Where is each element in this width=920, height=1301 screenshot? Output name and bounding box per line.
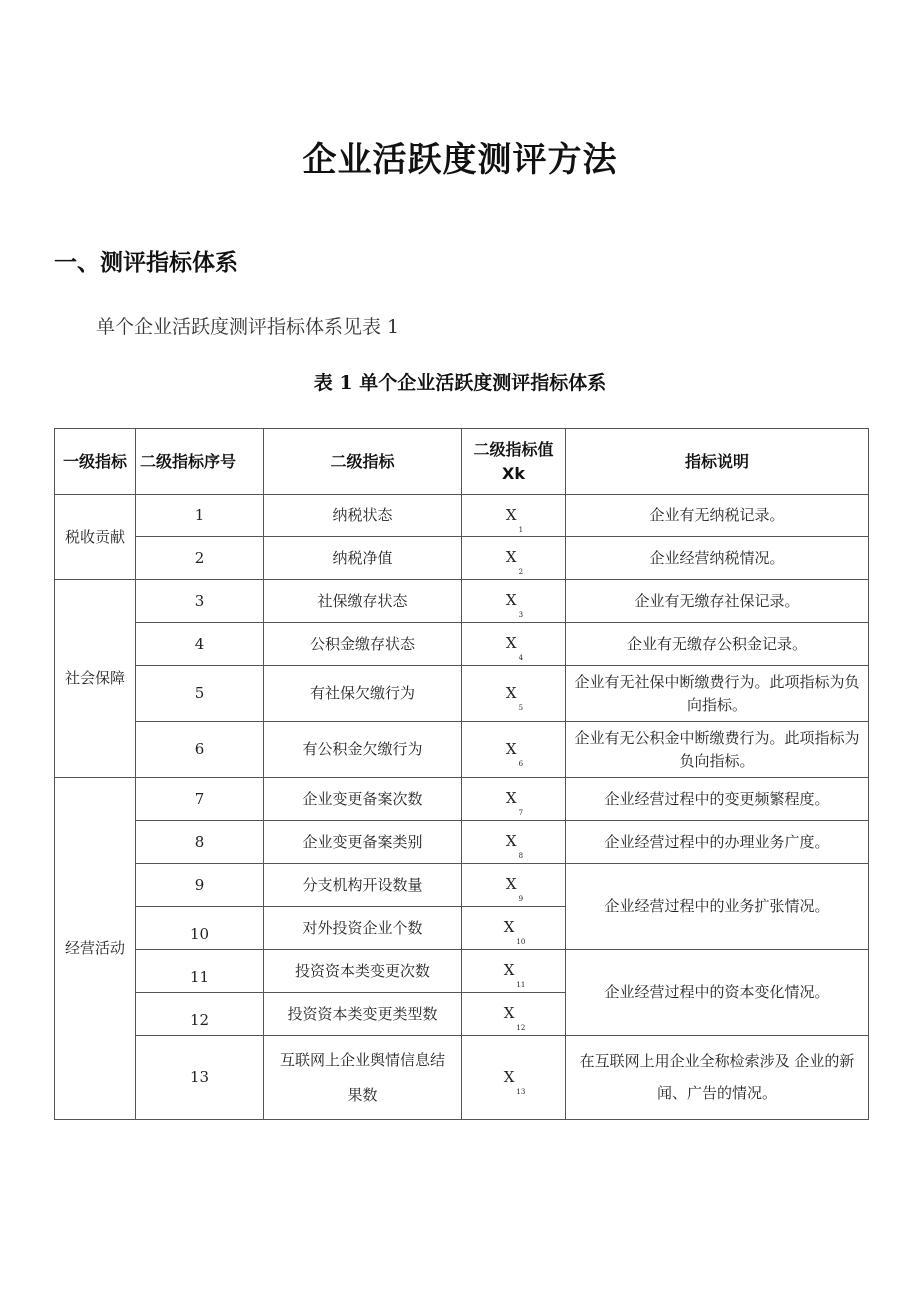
x-subscript: 4 <box>518 654 524 663</box>
level2-indicator: 投资资本类变更次数 <box>264 950 462 993</box>
indicator-value <box>462 722 566 778</box>
x-subscript: 5 <box>518 703 524 712</box>
row-number: 2 <box>136 537 264 580</box>
x-symbol: X <box>505 548 517 567</box>
indicator-value <box>462 821 566 864</box>
level2-indicator: 企业变更备案类别 <box>264 821 462 864</box>
indicator-value <box>462 580 566 623</box>
indicator-description: 在互联网上用企业全称检索涉及 企业的新闻、广告的情况。 <box>566 1036 869 1120</box>
indicator-value <box>462 495 566 537</box>
header-value: 二级指标值 Xk <box>462 429 566 495</box>
level2-indicator: 对外投资企业个数 <box>264 907 462 950</box>
row-number: 9 <box>136 864 264 907</box>
indicator-value <box>462 993 566 1036</box>
indicator-description: 企业有无缴存社保记录。 <box>566 580 869 623</box>
x-symbol: X <box>505 789 517 808</box>
row-number: 11 <box>136 950 264 993</box>
indicator-value <box>462 623 566 666</box>
indicator-description: 企业经营过程中的办理业务广度。 <box>566 821 869 864</box>
row-number: 6 <box>136 722 264 778</box>
header-seq: 二级指标序号 <box>136 429 264 495</box>
level2-indicator: 有社保欠缴行为 <box>264 666 462 722</box>
x-subscript: 2 <box>518 568 524 577</box>
row-number: 1 <box>136 495 264 537</box>
x-subscript: 11 <box>516 981 526 990</box>
x-symbol: X <box>505 739 517 758</box>
row-number: 12 <box>136 993 264 1036</box>
x-subscript: 10 <box>516 938 526 947</box>
document-title: 企业活跃度测评方法 <box>302 140 618 180</box>
indicator-value <box>462 778 566 821</box>
indicator-value <box>462 950 566 993</box>
indicator-value <box>462 907 566 950</box>
x-subscript: 8 <box>518 852 524 861</box>
level1-indicator: 税收贡献 <box>55 495 136 580</box>
x-subscript: 13 <box>516 1087 526 1096</box>
x-subscript: 1 <box>518 525 524 534</box>
table-row <box>55 778 869 821</box>
level2-indicator: 纳税净值 <box>264 537 462 580</box>
x-subscript: 12 <box>516 1024 526 1033</box>
level2-indicator: 公积金缴存状态 <box>264 623 462 666</box>
row-number: 3 <box>136 580 264 623</box>
x-subscript: 7 <box>518 809 524 818</box>
x-symbol: X <box>503 961 515 980</box>
table-row <box>55 580 869 623</box>
header-level1: 一级指标 <box>55 429 136 495</box>
table-row <box>55 821 869 864</box>
x-symbol: X <box>505 505 517 524</box>
row-number: 13 <box>136 1036 264 1120</box>
row-number: 4 <box>136 623 264 666</box>
table-row <box>55 722 869 778</box>
x-symbol: X <box>505 832 517 851</box>
level2-indicator: 分支机构开设数量 <box>264 864 462 907</box>
x-symbol: X <box>505 634 517 653</box>
row-number: 5 <box>136 666 264 722</box>
indicator-description: 企业有无公积金中断缴费行为。此项指标为负向指标。 <box>566 722 869 778</box>
table-row <box>55 537 869 580</box>
header-level2: 二级指标 <box>264 429 462 495</box>
row-number: 10 <box>136 907 264 950</box>
x-subscript: 3 <box>518 611 524 620</box>
table-caption: 表 1 单个企业活跃度测评指标体系 <box>313 372 607 394</box>
header-desc: 指标说明 <box>566 429 869 495</box>
x-subscript: 6 <box>518 759 524 768</box>
level2-indicator: 有公积金欠缴行为 <box>264 722 462 778</box>
indicator-value <box>462 864 566 907</box>
table-row <box>55 864 869 907</box>
indicator-description: 企业经营过程中的变更频繁程度。 <box>566 778 869 821</box>
x-symbol: X <box>503 1004 515 1023</box>
x-symbol: X <box>503 1067 515 1086</box>
x-symbol: X <box>505 683 517 702</box>
x-symbol: X <box>503 918 515 937</box>
level2-indicator: 社保缴存状态 <box>264 580 462 623</box>
table-header-row <box>55 429 869 495</box>
x-subscript: 9 <box>518 895 524 904</box>
level2-indicator: 企业变更备案次数 <box>264 778 462 821</box>
level2-indicator: 互联网上企业舆情信息结果数 <box>264 1036 462 1120</box>
intro-paragraph: 单个企业活跃度测评指标体系见表 1 <box>96 316 400 338</box>
level1-indicator: 经营活动 <box>55 778 136 1120</box>
indicator-description: 企业有无纳税记录。 <box>566 495 869 537</box>
indicator-description: 企业经营过程中的资本变化情况。 <box>566 950 869 1036</box>
level2-indicator: 投资资本类变更类型数 <box>264 993 462 1036</box>
row-number: 7 <box>136 778 264 821</box>
x-symbol: X <box>505 875 517 894</box>
table-row <box>55 623 869 666</box>
table-row <box>55 950 869 993</box>
level2-indicator: 纳税状态 <box>264 495 462 537</box>
indicator-value <box>462 1036 566 1120</box>
indicator-value <box>462 537 566 580</box>
indicator-description: 企业经营过程中的业务扩张情况。 <box>566 864 869 950</box>
indicator-description: 企业有无社保中断缴费行为。此项指标为负向指标。 <box>566 666 869 722</box>
level1-indicator: 社会保障 <box>55 580 136 778</box>
section-heading: 一、测评指标体系 <box>54 250 238 276</box>
indicator-description: 企业有无缴存公积金记录。 <box>566 623 869 666</box>
table-row <box>55 495 869 537</box>
indicator-description: 企业经营纳税情况。 <box>566 537 869 580</box>
x-symbol: X <box>505 591 517 610</box>
table-row <box>55 1036 869 1120</box>
indicator-table <box>54 428 869 1120</box>
row-number: 8 <box>136 821 264 864</box>
indicator-value <box>462 666 566 722</box>
table-row <box>55 666 869 722</box>
